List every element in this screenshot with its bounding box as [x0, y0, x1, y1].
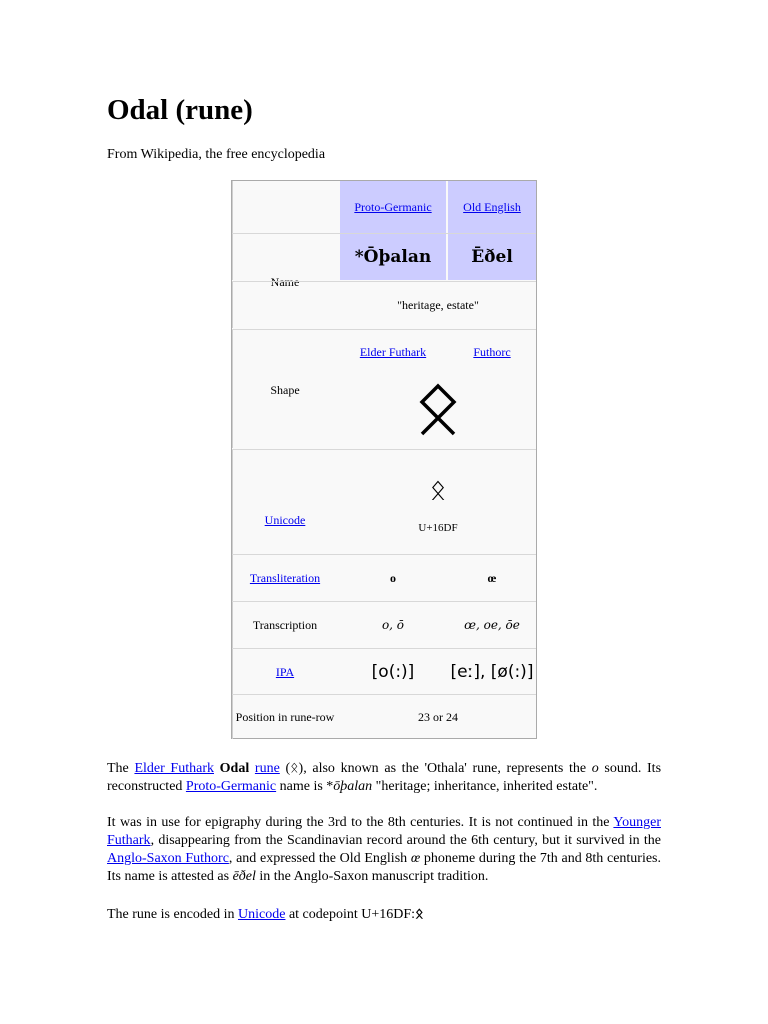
odal-glyph-inline: ᛟ	[415, 906, 424, 922]
col-old-english	[448, 181, 536, 233]
transcr-oe: œ, oe, ōe	[464, 618, 520, 632]
transcription-row	[232, 601, 536, 648]
page-title: Odal (rune)	[107, 94, 253, 126]
transcription-label: Transcription	[252, 617, 318, 632]
unicode-codepoint: U+16DF	[418, 522, 458, 534]
intro-paragraph: The Elder Futhark Odal rune (ᛟ), also known as the 'Othala' rune, represents the o sound. Its reconstructed Proto-Germanic name is *ōþalan "heritage; inheritance, inherited estate".	[107, 761, 662, 794]
name-proto: *Ōþalan	[340, 234, 446, 280]
ipa-proto: [o(:)]	[371, 662, 415, 682]
position-row	[232, 694, 536, 739]
anglo-saxon-futhorc-link[interactable]: Anglo-Saxon Futhorc	[107, 851, 229, 866]
unicode-link[interactable]: Unicode	[264, 512, 306, 527]
transliteration-row	[232, 554, 536, 601]
tagline: From Wikipedia, the free encyclopedia	[107, 147, 326, 162]
translit-proto: o	[390, 570, 396, 585]
unicode-glyph: ᛟ	[429, 473, 447, 506]
ipa-row	[232, 648, 536, 695]
translit-oe: œ	[487, 570, 497, 585]
proto-germanic-link[interactable]: Proto-Germanic	[354, 199, 432, 214]
elder-futhark-text-link[interactable]: Elder Futhark	[134, 761, 214, 776]
col-proto-germanic	[340, 181, 446, 233]
unicode-row	[232, 449, 536, 554]
name-oe: Ēðel	[448, 234, 536, 280]
infobox-header-row	[232, 181, 536, 233]
infobox	[231, 180, 537, 739]
ipa-link[interactable]: IPA	[275, 664, 295, 679]
transcr-proto: o, ō	[381, 618, 405, 632]
position-value: 23 or 24	[418, 709, 458, 724]
shape-label: Shape	[270, 382, 300, 397]
position-label: Position in rune-row	[235, 709, 335, 724]
unicode-cell	[340, 450, 536, 554]
younger-futhark-link[interactable]: Younger Futhark	[107, 815, 661, 848]
odal-rune-shape-icon	[340, 374, 536, 448]
ipa-oe: [eː], [ø(:)]	[450, 662, 534, 682]
meaning-text: "heritage, estate"	[397, 297, 479, 312]
transliteration-link[interactable]: Transliteration	[249, 570, 321, 585]
elder-futhark-link[interactable]: Elder Futhark	[359, 344, 427, 359]
rune-link[interactable]: rune	[254, 761, 280, 776]
futhorc-link[interactable]: Futhorc	[473, 344, 511, 359]
shape-elder-col	[340, 330, 446, 374]
shape-futhorc-col	[448, 330, 536, 374]
transliteration-label-cell	[232, 555, 338, 601]
proto-germanic-text-link[interactable]: Proto-Germanic	[185, 779, 277, 794]
name-label: Name	[270, 274, 300, 289]
old-english-link[interactable]: Old English	[463, 199, 521, 214]
meaning-row	[232, 281, 536, 328]
ipa-label-cell	[232, 649, 338, 695]
name-row	[232, 233, 536, 289]
history-paragraph: It was in use for epigraphy during the 3rd to the 8th centuries. It is not continued in the Younger Futhark, disappearing from the Scandinavian record around the 6th century, but it survived in the Anglo-Saxon Futhorc, and expressed the Old English œ phoneme during the 7th and 8th centuries. Its name is attested as ēðel in the Anglo-Saxon manuscript tradition.	[107, 815, 662, 884]
unicode-text-link[interactable]: Unicode	[238, 907, 286, 922]
shape-image-row	[232, 374, 536, 448]
unicode-paragraph: The rune is encoded in Unicode at codepoint U+16DF:ᛟ	[107, 906, 424, 922]
unicode-label-cell	[232, 450, 338, 554]
